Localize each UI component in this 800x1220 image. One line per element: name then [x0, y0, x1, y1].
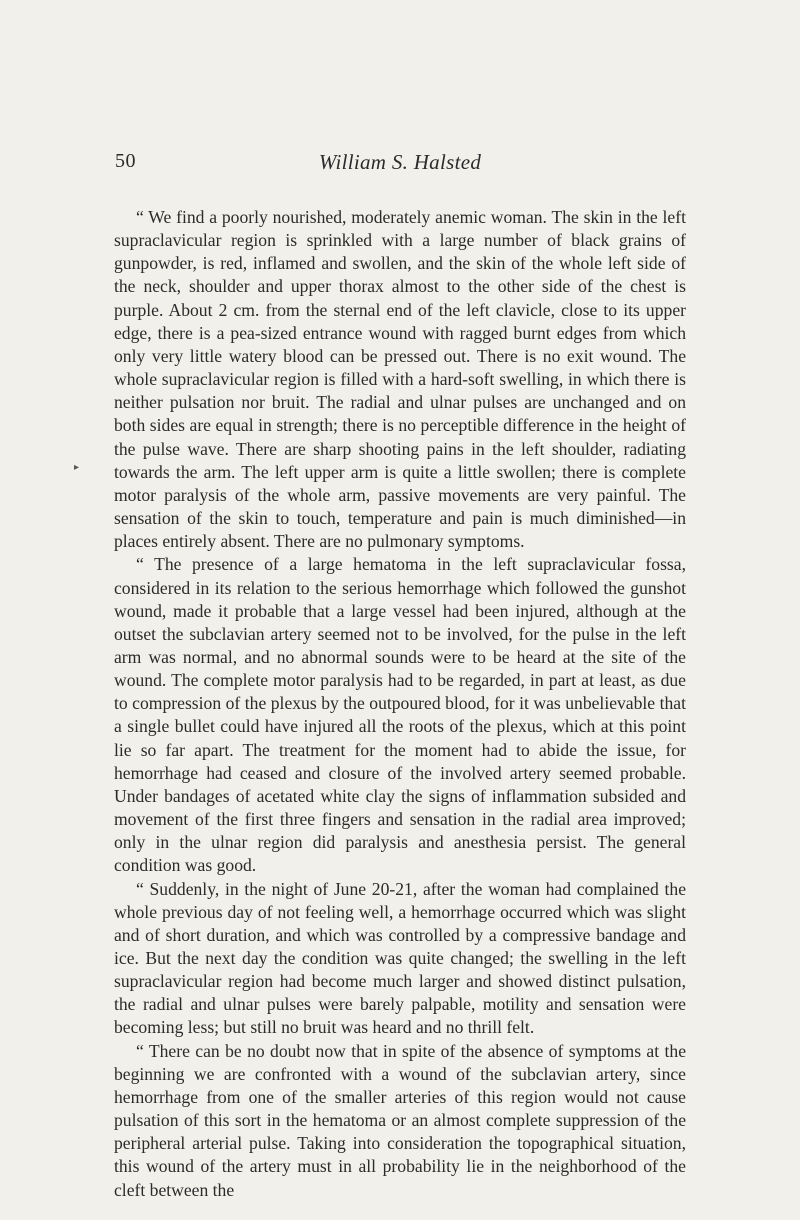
- body-text: [114, 206, 686, 1202]
- page-header: [115, 150, 685, 180]
- paragraph: “ There can be no doubt now that in spite of the absence of symptoms at the beginning we are confronted with a wound of the subclavian artery, since hemorrhage from one of the smaller arteries of this region would not cause pulsation of this sort in the hematoma or an almost complete suppression of the peripheral arterial pulse. Taking into consideration the topographical situation, this wound of the artery must in all probability lie in the neighborhood of the cleft between the: [114, 1040, 686, 1200]
- paragraph: “ We find a poorly nourished, moderately anemic woman. The skin in the left supraclavicular region is sprinkled with a large number of black grains of gunpowder, is red, inflamed and swollen, and the skin of the whole left side of the neck, shoulder and upper thorax almost to the other side of the chest is purple. About 2 cm. from the sternal end of the left clavicle, close to its upper edge, there is a pea-sized entrance wound with ragged burnt edges from which only very little watery blood can be pressed out. There is no exit wound. The whole supraclavicular region is filled with a hard-soft swelling, in which there is neither pulsation nor bruit. The radial and ulnar pulses are unchanged and on both sides are equal in strength; there is no perceptible difference in the height of the pulse wave. There are sharp shooting pains in the left shoulder, radiating towards the arm. The left upper arm is quite a little swollen; there is complete motor paralysis of the whole arm, passive movements are very painful. The sensation of the skin to touch, temperature and pain is much diminished—in places entirely absent. There are no pulmonary symptoms.: [114, 207, 686, 552]
- page-number: 50: [115, 150, 136, 172]
- margin-mark: ▸: [74, 462, 80, 473]
- running-title: William S. Halsted: [318, 150, 482, 174]
- paragraph: “ Suddenly, in the night of June 20-21, after the woman had complained the whole previous day of not feeling well, a hemorrhage occurred which was slight and of short duration, and which was controlled by a compressive bandage and ice. But the next day the condition was quite changed; the swelling in the left supraclavicular region had become much larger and showed distinct pulsation, the radial and ulnar pulses were barely palpable, motility and sensation were becoming less; but still no bruit was heard and no thrill felt.: [114, 878, 686, 1038]
- paragraph: “ The presence of a large hematoma in the left supraclavicular fossa, considered in its relation to the serious hemorrhage which followed the gunshot wound, made it probable that a large vessel had been injured, although at the outset the subclavian artery seemed not to be involved, for the pulse in the left arm was normal, and no abnormal sounds were to be heard at the site of the wound. The complete motor paralysis had to be regarded, in part at least, as due to compression of the plexus by the outpoured blood, for it was unbelievable that a single bullet could have injured all the roots of the plexus, which at this point lie so far apart. The treatment for the moment had to abide the issue, for hemorrhage had ceased and closure of the involved artery seemed probable. Under bandages of acetated white clay the signs of inflammation subsided and movement of the first three fingers and sensation in the radial area improved; only in the ulnar region did paralysis and anesthesia persist. The general condition was good.: [114, 554, 686, 876]
